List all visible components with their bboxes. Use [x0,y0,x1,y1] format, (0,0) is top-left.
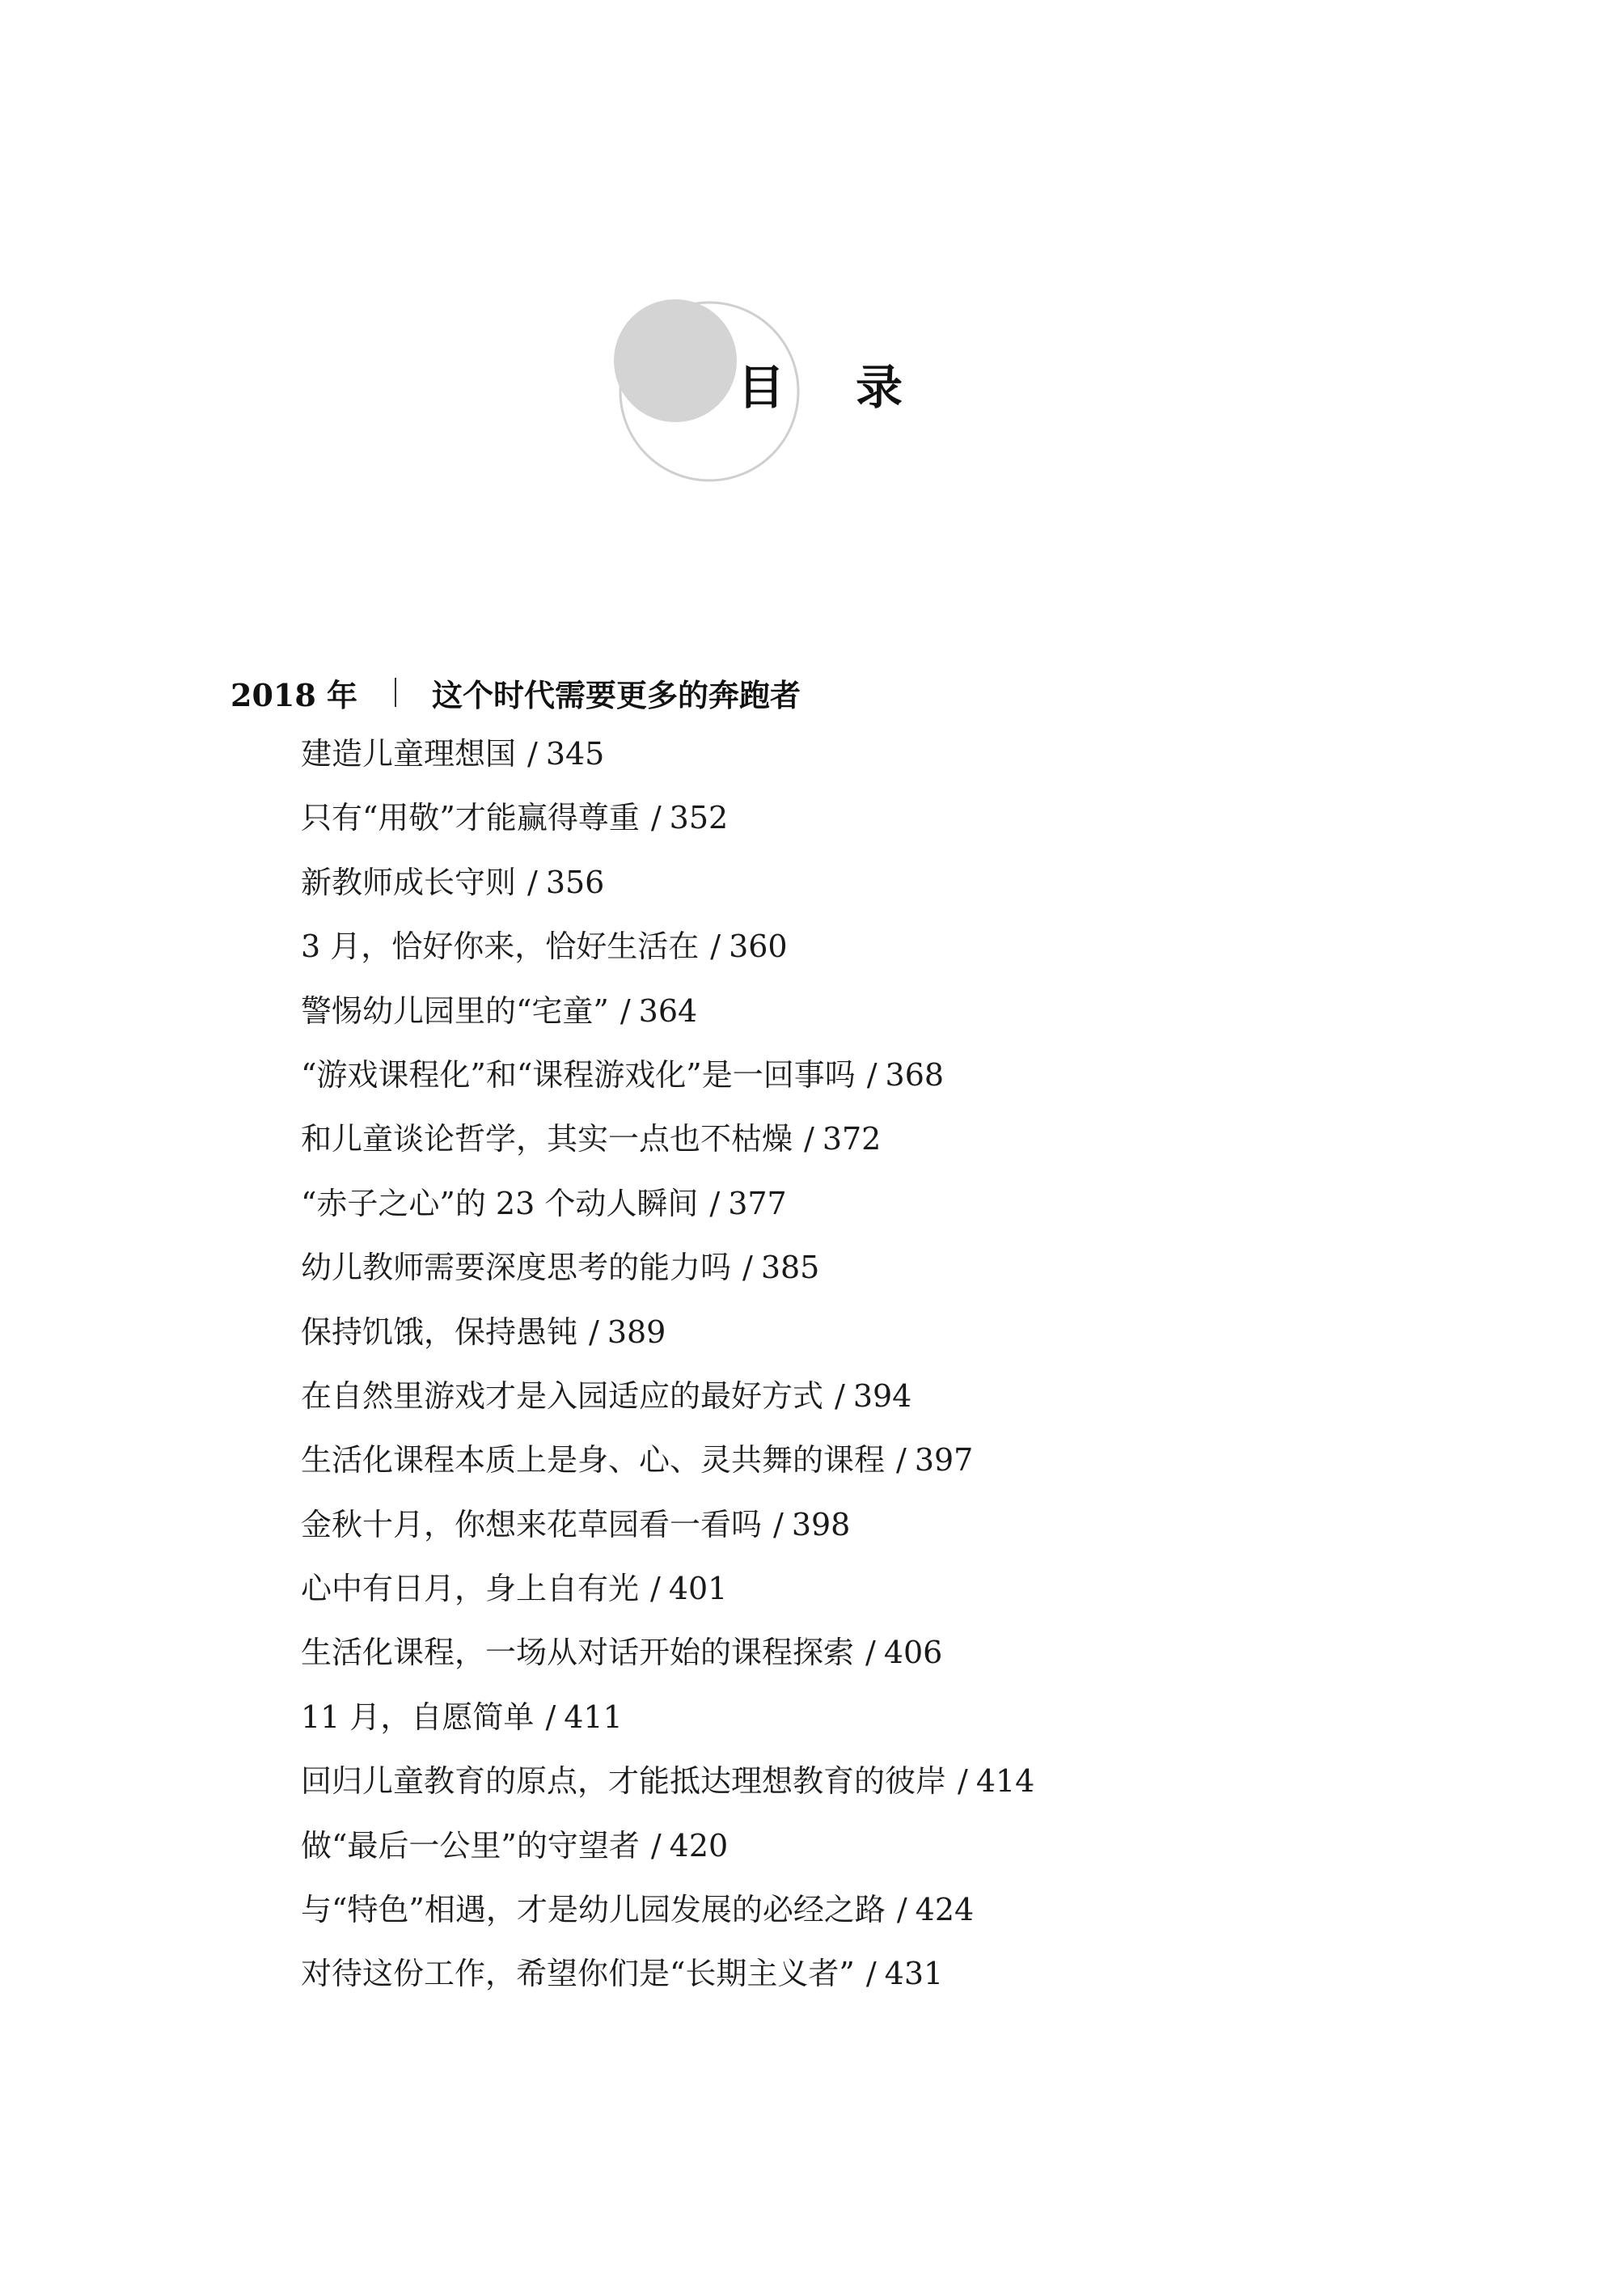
toc-entry[interactable] [301,1054,1034,1118]
toc-entry-title: “赤子之心”的 23 个动人瞬间 [301,1185,699,1221]
page-title-char-2: 录 [856,360,903,415]
filled-circle [614,299,737,422]
toc-entry[interactable] [301,1311,1034,1375]
toc-entry-page: 401 [668,1571,728,1607]
toc-entry[interactable] [301,797,1034,861]
toc-entry-page: 420 [669,1827,729,1864]
toc-entry-page: 356 [545,864,605,900]
section-title: 这个时代需要更多的奔跑者 [432,676,801,713]
toc-entry-title: 对待这份工作，希望你们是“长期主义者” [301,1956,855,1992]
toc-entry-title: 回归儿童教育的原点，才能抵达理想教育的彼岸 [301,1763,947,1800]
toc-entry-page: 372 [822,1121,882,1157]
toc-entry-page: 352 [669,800,729,836]
toc-entry-separator: / [709,1185,721,1221]
toc-entry[interactable] [301,1825,1034,1889]
toc-entry[interactable] [301,990,1034,1054]
toc-entry-separator: / [896,1892,907,1928]
toc-entry-title: 心中有日月，身上自有光 [301,1571,640,1607]
section-divider [395,678,396,707]
toc-entry-page: 406 [883,1635,943,1671]
toc-entry-separator: / [620,992,631,1029]
toc-entry-page: 389 [607,1314,666,1350]
toc-entry-page: 360 [729,929,788,965]
toc-entry[interactable] [301,925,1034,989]
toc-entry-page: 394 [852,1377,912,1414]
section-year: 2018 年 [230,676,357,713]
toc-entry-separator: / [804,1121,814,1157]
toc-entry-title: 幼儿教师需要深度思考的能力吗 [301,1250,732,1286]
toc-entry-separator: / [710,929,721,965]
toc-entry-separator: / [866,1056,878,1093]
heading-emblem [595,298,822,492]
toc-entry-page: 368 [885,1056,945,1093]
toc-entry-title: 与“特色”相遇，才是幼儿园发展的必经之路 [301,1892,886,1928]
toc-entry-title: 和儿童谈论哲学，其实一点也不枯燥 [301,1121,793,1157]
toc-entry[interactable] [301,1631,1034,1695]
toc-entry-page: 398 [791,1506,851,1542]
toc-entry-separator: / [865,1956,877,1992]
toc-entry[interactable] [301,1375,1034,1439]
toc-entry-separator: / [650,1827,662,1864]
toc-entry-separator: / [545,1699,556,1735]
toc-entry-separator: / [865,1635,876,1671]
toc-entry-title: 在自然里游戏才是入园适应的最好方式 [301,1377,824,1414]
toc-entry-page: 397 [914,1442,974,1479]
toc-entry-separator: / [589,1314,599,1350]
toc-entry-page: 364 [638,992,698,1029]
toc-entry-separator: / [835,1377,845,1414]
toc-entry-title: 保持饥饿，保持愚钝 [301,1314,578,1350]
toc-entry[interactable] [301,1567,1034,1631]
toc-entry-separator: / [527,864,538,900]
toc-entry-page: 431 [884,1956,944,1992]
toc-entry-title: 11 月，自愿简单 [301,1699,535,1735]
toc-entry-page: 377 [728,1185,787,1221]
toc-entry-title: “游戏课程化”和“课程游戏化”是一回事吗 [301,1056,856,1093]
toc-entry-separator: / [650,800,662,836]
toc-entry-page: 411 [564,1699,623,1735]
toc-entry-separator: / [742,1250,753,1286]
toc-entry-page: 345 [545,736,605,772]
toc-entry-separator: / [896,1442,907,1479]
toc-entry-title: 新教师成长守则 [301,864,517,900]
toc-entry-title: 生活化课程本质上是身、心、灵共舞的课程 [301,1442,886,1479]
toc-entry[interactable] [301,733,1034,797]
toc-entry-separator: / [527,736,538,772]
toc-entry-page: 424 [915,1892,975,1928]
page-title-char-1: 目 [738,360,785,415]
toc-entry[interactable] [301,1439,1034,1503]
toc-entry-separator: / [958,1763,968,1800]
toc-entry[interactable] [301,1889,1034,1952]
toc-entry-title: 做“最后一公里”的守望者 [301,1827,640,1864]
toc-entry-separator: / [773,1506,784,1542]
toc-entry[interactable] [301,1760,1034,1824]
toc-entry[interactable] [301,1504,1034,1567]
toc-entry-page: 414 [975,1763,1035,1800]
section-header [230,671,801,713]
toc-entry[interactable] [301,1246,1034,1310]
toc-entry[interactable] [301,1696,1034,1760]
toc-entry-page: 385 [760,1250,820,1286]
toc-entry-separator: / [650,1571,661,1607]
circle-emblem-icon [595,298,822,492]
toc-entry-title: 金秋十月，你想来花草园看一看吗 [301,1506,763,1542]
toc-entry-title: 只有“用敬”才能赢得尊重 [301,800,640,836]
toc-entry[interactable] [301,1952,1034,2016]
toc-entry-title: 建造儿童理想国 [301,736,517,772]
toc-entry-title: 警惕幼儿园里的“宅童” [301,992,609,1029]
toc-entry[interactable] [301,861,1034,925]
toc-entry[interactable] [301,1182,1034,1246]
toc-entry-title: 生活化课程，一场从对话开始的课程探索 [301,1635,855,1671]
toc-entry[interactable] [301,1118,1034,1182]
toc-entry-title: 3 月，恰好你来，恰好生活在 [301,929,700,965]
toc-list [301,733,1034,2017]
